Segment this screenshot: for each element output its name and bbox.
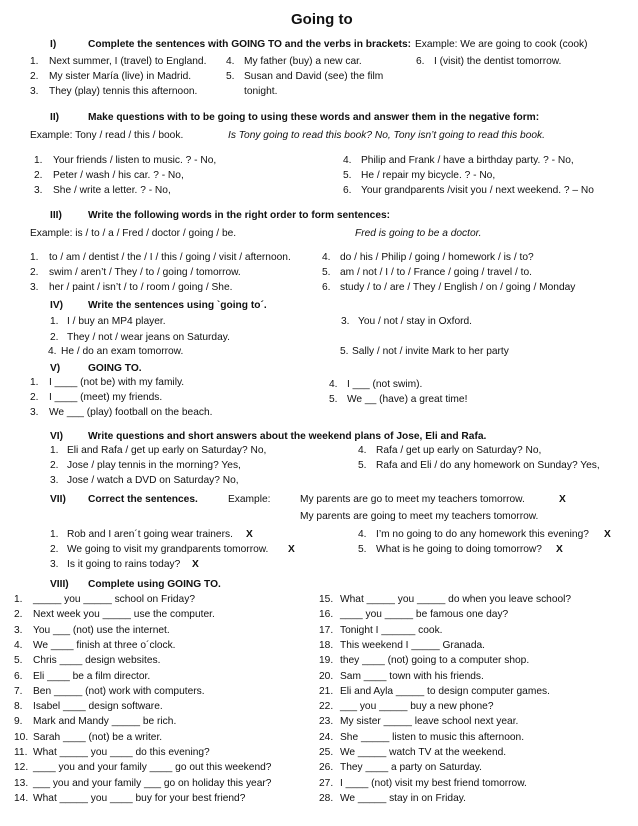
fill-in-item: I ___ (not swim).	[347, 379, 423, 390]
sentence-item: Next summer, I (travel) to England.	[49, 56, 207, 67]
item-number: 28.	[319, 792, 334, 804]
question-item: She / write a letter. ? - No,	[53, 185, 171, 196]
item-number: 5.	[358, 544, 367, 555]
question-item: Your grandparents /visit you / next weekend. ? – No	[361, 185, 594, 196]
sentence-item: My sister María (live) in Madrid.	[49, 71, 192, 82]
incorrect-sentence: Is it going to rains today?	[67, 559, 181, 570]
item-number: 4.	[358, 445, 367, 456]
item-number: 2.	[30, 267, 39, 278]
section-1-example: Example: We are going to cook (cook)	[415, 39, 588, 50]
item-number: 11.	[14, 747, 28, 758]
fill-in-item: We ___ (play) football on the beach.	[49, 407, 213, 418]
item-number: 15.	[319, 594, 334, 605]
item-number: 2.	[50, 332, 59, 343]
fill-in-item: I ____ (not be) with my family.	[49, 377, 185, 388]
page-title: Going to	[291, 11, 353, 28]
fill-in-item: We _____ watch TV at the weekend.	[340, 747, 507, 758]
section-6-number: VI)	[50, 431, 64, 442]
item-number: 6.	[343, 185, 352, 196]
incorrect-sentence: Rob and I aren´t going wear trainers.	[67, 529, 233, 540]
item-number: 21.	[319, 685, 334, 697]
question-item: Eli and Rafa / get up early on Saturday? No,	[67, 445, 267, 456]
fill-in-item: We _____ stay in on Friday.	[340, 792, 466, 804]
fill-in-item: ___ you _____ buy a new phone?	[340, 701, 494, 713]
prompt-item: I / buy an MP4 player.	[67, 316, 166, 327]
fill-in-item: What _____ you ____ buy for your best friend?	[33, 792, 246, 804]
scrambled-sentence: am / not / I / to / France / going / travel / to.	[340, 267, 532, 278]
item-number: 7.	[14, 685, 23, 697]
item-number: 5.	[343, 170, 352, 181]
item-number: 26.	[319, 762, 334, 774]
item-number: 3.	[30, 86, 39, 97]
fill-in-item: Next week you _____ use the computer.	[33, 609, 215, 621]
item-number: 1.	[50, 445, 59, 456]
fill-in-item: I ____ (meet) my friends.	[49, 392, 163, 403]
section-7-example-right: My parents are going to meet my teachers tomorrow.	[300, 511, 539, 522]
item-number: 4.	[343, 155, 352, 166]
wrong-mark: X	[604, 529, 611, 540]
question-item: Philip and Frank / have a birthday party. ? - No,	[361, 155, 574, 166]
item-number: 3.	[341, 316, 350, 327]
fill-in-item: Eli ____ be a film director.	[33, 670, 151, 682]
scrambled-sentence: swim / aren’t / They / to / going / tomorrow.	[49, 267, 241, 278]
item-number: 1.	[30, 252, 39, 263]
section-1-number: I)	[50, 39, 57, 50]
question-item: Your friends / listen to music. ? - No,	[53, 155, 217, 166]
item-number: 1.	[34, 155, 43, 166]
item-number: 1.	[50, 529, 59, 540]
section-3-example-answer: Fred is going to be a doctor.	[355, 228, 482, 239]
question-item: Rafa / get up early on Saturday? No,	[376, 445, 542, 456]
item-number: 13.	[14, 777, 29, 789]
section-8-number: VIII)	[50, 579, 69, 590]
wrong-mark: X	[556, 544, 563, 555]
item-number: 12.	[14, 762, 29, 774]
fill-in-item: This weekend I _____ Granada.	[340, 639, 485, 651]
fill-in-item: they ____ (not) going to a computer shop.	[340, 655, 530, 667]
item-number: 2.	[50, 460, 59, 471]
question-item: Jose / watch a DVD on Saturday? No,	[67, 475, 239, 486]
section-6-instruction: Write questions and short answers about the weekend plans of Jose, Eli and Rafa.	[88, 431, 487, 442]
fill-in-item: _____ you _____ school on Friday?	[33, 594, 195, 605]
fill-in-item: Eli and Ayla _____ to design computer games.	[340, 685, 550, 697]
item-number: 3.	[14, 624, 23, 636]
question-item: He / repair my bicycle. ? - No,	[361, 170, 496, 181]
section-5-instruction: GOING TO.	[88, 363, 142, 374]
item-number: 1.	[30, 56, 39, 67]
fill-in-item: What _____ you _____ do when you leave school?	[340, 594, 572, 605]
scrambled-sentence: do / his / Philip / going / homework / is / to?	[340, 252, 534, 263]
item-number: 19.	[319, 655, 334, 667]
item-number: 4.	[358, 529, 367, 540]
section-3-example-label: Example: is / to / a / Fred / doctor / going / be.	[30, 228, 237, 239]
scrambled-sentence: study / to / are / They / English / on / going / Monday	[340, 282, 576, 293]
item-number: 6.	[14, 670, 23, 682]
item-number: 2.	[30, 71, 39, 82]
question-item: Peter / wash / his car. ? - No,	[53, 170, 184, 181]
prompt-item: They / not / wear jeans on Saturday.	[67, 332, 230, 343]
item-number: 5.	[14, 655, 23, 667]
scrambled-sentence: to / am / dentist / the / I / this / going / visit / afternoon.	[49, 252, 291, 263]
fill-in-item: ___ you and your family ___ go on holiday this year?	[33, 777, 272, 789]
section-4-instruction: Write the sentences using `going to´.	[88, 300, 267, 311]
sentence-item: I (visit) the dentist tomorrow.	[434, 56, 562, 67]
item-number: 4.	[329, 379, 338, 390]
section-2-number: II)	[50, 112, 60, 123]
item-number: 2.	[50, 544, 59, 555]
sentence-item: They (play) tennis this afternoon.	[49, 86, 198, 97]
item-number: 8.	[14, 701, 23, 713]
wrong-mark: X	[559, 494, 566, 505]
item-number: 20.	[319, 670, 334, 682]
wrong-mark: X	[288, 544, 295, 555]
prompt-item: You / not / stay in Oxford.	[358, 316, 473, 327]
item-number: 2.	[14, 609, 23, 621]
item-number: 23.	[319, 716, 334, 728]
item-number: 16.	[319, 609, 334, 621]
item-number: 25.	[319, 747, 334, 758]
section-7-number: VII)	[50, 494, 66, 505]
item-number: 10.	[14, 731, 29, 743]
item-number: 1.	[14, 594, 23, 605]
item-number: 17.	[319, 624, 334, 636]
section-4-number: IV)	[50, 300, 64, 311]
item-number: 2.	[30, 392, 39, 403]
incorrect-sentence: We going to visit my grandparents tomorrow.	[67, 544, 269, 555]
item-number: 6.	[322, 282, 331, 293]
item-number: 3.	[30, 407, 39, 418]
fill-in-item: I ____ (not) visit my best friend tomorrow.	[340, 777, 527, 789]
fill-in-item: Ben _____ (not) work with computers.	[33, 685, 205, 697]
fill-in-item: ____ you and your family ____ go out this weekend?	[33, 762, 272, 774]
section-2-instruction: Make questions with to be going to using these words and answer them in the negative form:	[88, 112, 540, 123]
fill-in-item: What _____ you ____ do this evening?	[33, 747, 210, 758]
item-number: 4.	[48, 346, 57, 357]
item-number: 4.	[14, 639, 23, 651]
prompt-item: He / do an exam tomorrow.	[61, 346, 184, 357]
item-number: 24.	[319, 731, 334, 743]
fill-in-item: They ____ a party on Saturday.	[340, 762, 482, 774]
item-number: 3.	[50, 475, 59, 486]
item-number: 5.	[340, 346, 349, 357]
section-5-number: V)	[50, 363, 61, 374]
item-number: 1.	[50, 316, 59, 327]
fill-in-item: We ____ finish at three o´clock.	[33, 639, 176, 651]
item-number: 5.	[226, 71, 235, 82]
sentence-item: Susan and David (see) the film	[244, 71, 384, 82]
item-number: 22.	[319, 701, 334, 713]
section-3-instruction: Write the following words in the right order to form sentences:	[88, 210, 391, 221]
item-number: 6.	[416, 56, 425, 67]
wrong-mark: X	[192, 559, 199, 570]
fill-in-item: She _____ listen to music this afternoon.	[340, 731, 525, 743]
section-2-example-answer: Is Tony going to read this book? No, Tony isn’t going to read this book.	[228, 130, 545, 141]
fill-in-item: You ___ (not) use the internet.	[33, 624, 170, 636]
sentence-item-continuation: tonight.	[244, 86, 278, 97]
section-7-example-word: Example:	[228, 494, 271, 505]
fill-in-item: Sam ____ town with his friends.	[340, 670, 484, 682]
fill-in-item: We __ (have) a great time!	[347, 394, 468, 405]
item-number: 3.	[50, 559, 59, 570]
item-number: 18.	[319, 639, 334, 651]
section-3-number: III)	[50, 210, 62, 221]
section-8-instruction: Complete using GOING TO.	[88, 579, 221, 590]
item-number: 3.	[34, 185, 43, 196]
section-2-example-label: Example: Tony / read / this / book.	[30, 130, 184, 141]
question-item: Rafa and Eli / do any homework on Sunday? Yes,	[376, 460, 600, 471]
section-7-instruction: Correct the sentences.	[88, 494, 198, 505]
item-number: 2.	[34, 170, 43, 181]
item-number: 4.	[226, 56, 235, 67]
item-number: 5.	[322, 267, 331, 278]
incorrect-sentence: What is he going to doing tomorrow?	[376, 544, 542, 555]
fill-in-item: Mark and Mandy _____ be rich.	[33, 716, 177, 728]
fill-in-item: My sister _____ leave school next year.	[340, 716, 519, 728]
section-7-example-wrong: My parents are go to meet my teachers tomorrow.	[300, 494, 525, 505]
wrong-mark: X	[246, 529, 253, 540]
fill-in-item: Tonight I ______ cook.	[340, 624, 443, 636]
incorrect-sentence: I’m no going to do any homework this evening?	[376, 529, 589, 540]
item-number: 5.	[358, 460, 367, 471]
fill-in-item: Chris ____ design websites.	[33, 655, 161, 667]
fill-in-item: ____ you _____ be famous one day?	[340, 609, 509, 621]
sentence-item: My father (buy) a new car.	[244, 56, 362, 67]
item-number: 5.	[329, 394, 338, 405]
item-number: 9.	[14, 716, 23, 728]
scrambled-sentence: her / paint / isn’t / to / room / going / She.	[49, 282, 233, 293]
item-number: 4.	[322, 252, 331, 263]
item-number: 14.	[14, 792, 29, 804]
section-1-instruction: Complete the sentences with GOING TO and the verbs in brackets:	[88, 39, 412, 50]
fill-in-item: Sarah ____ (not) be a writer.	[33, 731, 163, 743]
item-number: 1.	[30, 377, 39, 388]
item-number: 3.	[30, 282, 39, 293]
prompt-item: Sally / not / invite Mark to her party	[352, 346, 509, 357]
fill-in-item: Isabel ____ design software.	[33, 701, 163, 713]
item-number: 27.	[319, 777, 334, 789]
question-item: Jose / play tennis in the morning? Yes,	[67, 460, 241, 471]
